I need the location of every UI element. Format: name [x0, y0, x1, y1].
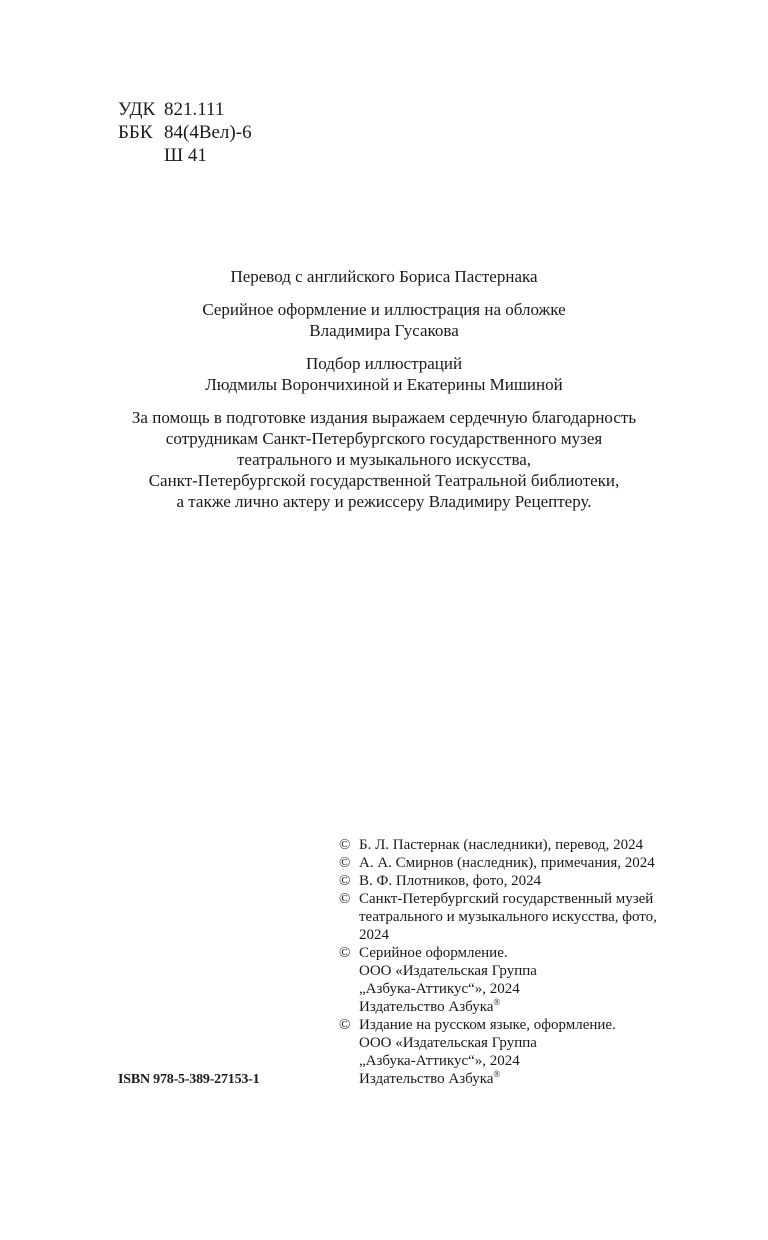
copyright-line: ООО «Издательская Группа	[359, 963, 537, 979]
udk-row	[118, 98, 252, 121]
designer-name: Владимира Гусакова	[309, 321, 459, 340]
udk-value: 821.111	[164, 99, 225, 120]
credits-block	[100, 266, 668, 524]
copyright-line: „Азбука-Аттикус“», 2024	[359, 981, 520, 997]
udk-label: УДК	[118, 99, 156, 120]
copyright-line: А. А. Смирнов (наследник), примечания, 2024	[359, 855, 655, 871]
registered-mark: ®	[493, 1069, 501, 1079]
publisher-name: Издательство Азбука	[359, 999, 494, 1015]
translation-credit: Перевод с английского Бориса Пастернака	[230, 267, 538, 286]
copyright-symbol: ©	[339, 891, 351, 907]
classification-block	[118, 98, 252, 167]
illustrators-names: Людмилы Ворончихиной и Екатерины Мишиной	[205, 375, 563, 394]
copyright-line: 2024	[359, 927, 389, 943]
ack-line: За помощь в подготовке издания выражаем сердечную благодарность	[131, 408, 637, 427]
design-credit	[100, 299, 668, 341]
ack-line: Санкт-Петербургской государственной Театральной библиотеки,	[148, 471, 620, 490]
copyright-item	[339, 944, 699, 1016]
ack-line: театрального и музыкального искусства,	[236, 450, 532, 469]
publisher-name: Издательство Азбука	[359, 1071, 494, 1087]
bbk-row	[118, 121, 252, 144]
bbk-value: 84(4Вел)-6	[164, 122, 252, 143]
isbn: ISBN 978-5-389-27153-1	[118, 1072, 260, 1087]
copyright-line: В. Ф. Плотников, фото, 2024	[359, 873, 542, 889]
copyright-line: ООО «Издательская Группа	[359, 1035, 537, 1051]
copyright-line	[359, 1070, 699, 1088]
bbk-label: ББК	[118, 122, 153, 143]
copyright-block	[339, 836, 699, 1088]
copyright-line: Издание на русском языке, оформление.	[359, 1017, 616, 1033]
illustrations-credit-line: Подбор иллюстраций	[305, 354, 463, 373]
copyright-line: „Азбука-Аттикус“», 2024	[359, 1053, 520, 1069]
copyright-item	[339, 890, 699, 944]
acknowledgements	[100, 407, 668, 512]
copyright-line: театрального и музыкального искусства, фото,	[359, 909, 657, 925]
copyright-symbol: ©	[339, 945, 351, 961]
copyright-item	[339, 854, 699, 872]
copyright-item	[339, 1016, 699, 1088]
design-credit-line: Серийное оформление и иллюстрация на обложке	[202, 300, 566, 319]
copyright-line: Серийное оформление.	[359, 945, 508, 961]
copyright-item	[339, 872, 699, 890]
copyright-line: Б. Л. Пастернак (наследники), перевод, 2024	[359, 837, 644, 853]
author-mark: Ш 41	[164, 145, 207, 166]
copyright-line: Санкт-Петербургский государственный музей	[359, 891, 654, 907]
copyright-item	[339, 836, 699, 854]
copyright-symbol: ©	[339, 855, 351, 871]
author-mark-row	[118, 144, 252, 167]
ack-line: сотрудникам Санкт-Петербургского государственного музея	[165, 429, 603, 448]
registered-mark: ®	[493, 997, 501, 1007]
copyright-symbol: ©	[339, 837, 351, 853]
copyright-symbol: ©	[339, 873, 351, 889]
illustrations-credit	[100, 353, 668, 395]
copyright-symbol: ©	[339, 1017, 351, 1033]
ack-line: а также лично актеру и режиссеру Владимиру Рецептеру.	[176, 492, 592, 511]
copyright-line	[359, 998, 699, 1016]
